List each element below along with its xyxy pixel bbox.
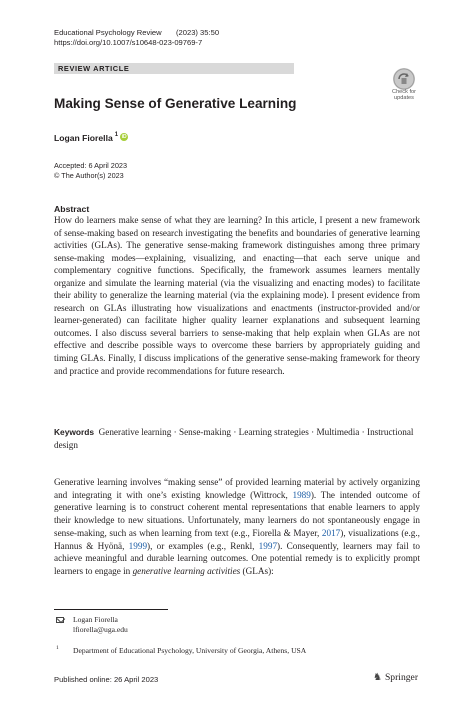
journal-name bbox=[54, 28, 220, 38]
accepted-date: Accepted: 6 April 2023 bbox=[54, 161, 128, 170]
check-for-updates-icon bbox=[393, 68, 415, 90]
orcid-icon[interactable]: iD bbox=[121, 134, 127, 140]
author-affiliation-number: 1 bbox=[114, 132, 119, 138]
intro-text: ), or examples (e.g., Renkl, bbox=[147, 540, 259, 551]
publisher-name: Springer bbox=[384, 672, 419, 683]
author-line bbox=[54, 132, 128, 144]
citation-link[interactable]: 1999 bbox=[128, 540, 148, 551]
citation-link[interactable]: 1989 bbox=[292, 489, 311, 500]
check-for-updates-label: Check for updates bbox=[392, 89, 416, 101]
intro-paragraph bbox=[54, 476, 420, 578]
affiliation-text: Department of Educational Psychology, University of Georgia, Athens, USA bbox=[73, 646, 307, 655]
keywords bbox=[54, 426, 424, 451]
abstract-heading: Abstract bbox=[54, 204, 90, 214]
intro-text: ), visualizations (e.g., Hannus & Hyönä, bbox=[54, 527, 420, 551]
intro-text: Generative learning involves “making sense” of provided learning material by actively organizing and integrating it with one’s existing knowledge (Wittrock, bbox=[54, 477, 420, 500]
intro-text: (GLAs): bbox=[240, 565, 274, 576]
contact-name: Logan Fiorella bbox=[73, 615, 118, 624]
envelope-icon bbox=[56, 617, 64, 623]
affiliation-number: 1 bbox=[56, 645, 59, 651]
citation-link[interactable]: 1997 bbox=[258, 540, 278, 551]
publisher-logo[interactable] bbox=[373, 672, 418, 684]
article-type-label: REVIEW ARTICLE bbox=[58, 64, 130, 73]
doi-link[interactable]: https://doi.org/10.1007/s10648-023-09769-7 bbox=[54, 38, 203, 47]
citation-link[interactable]: 2017 bbox=[321, 527, 341, 538]
journal-title: Educational Psychology Review bbox=[54, 28, 162, 37]
intro-text: ). Consequently, learners may fail to achieve meaningful and durable learning outcomes. One potential remedy is to explicitly prompt learners to engage in bbox=[54, 540, 420, 576]
published-date: Published online: 26 April 2023 bbox=[54, 675, 159, 684]
footnote-divider bbox=[54, 609, 168, 610]
keywords-label: Keywords bbox=[54, 427, 95, 437]
journal-year-volume: (2023) 35:50 bbox=[176, 28, 220, 37]
copyright-notice: © The Author(s) 2023 bbox=[54, 170, 124, 180]
keywords-list: Generative learning · Sense-making · Learning strategies · Multimedia · Instructional design bbox=[54, 427, 414, 450]
author-name[interactable]: Logan Fiorella bbox=[54, 133, 113, 143]
article-type-bar bbox=[54, 63, 294, 74]
springer-horse-icon: ♞ bbox=[373, 672, 382, 683]
intro-text: ). The intended outcome of generative learning is to construct coherent mental representations that enable learners to apply their knowledge to new situations. Unfortunately, many learners do not spontaneously engage in sense-making, such as when learning from text (e.g., Fiorella & Mayer, bbox=[54, 489, 420, 538]
article-title: Making Sense of Generative Learning bbox=[54, 96, 297, 111]
abstract-text: How do learners make sense of what they are learning? In this article, I present a new framework of sense-making based on research investigating the benefits and boundaries of generative learning activities (GLAs). The generative sense-making framework distinguishes among three primary sense-making modes—explaining, visualizing, and enacting—that each serve unique and complementary cognitive functions. Specifically, the framework assumes learners mentally organize and simulate the learning material (via the visualizing and enacting modes) to facilitate their ability to generalize the learning material (via the explaining mode). I present evidence from research on GLAs illustrating how visualizations and enactments (instructor-provided and/or learner-generated) can facilitate higher quality learner explanations and subsequent learning outcomes. I also discuss several barriers to sense-making that help explain when GLAs are not effective and describe possible ways to overcome these barriers by appropriately guiding and timing GLAs. Finally, I discuss implications of the generative sense-making framework for theory and practice and provide recommendations for future research. bbox=[54, 215, 420, 376]
check-for-updates-badge[interactable] bbox=[388, 68, 420, 100]
intro-emphasis: generative learning activities bbox=[132, 565, 241, 576]
contact-email[interactable]: lfiorella@uga.edu bbox=[73, 625, 128, 634]
